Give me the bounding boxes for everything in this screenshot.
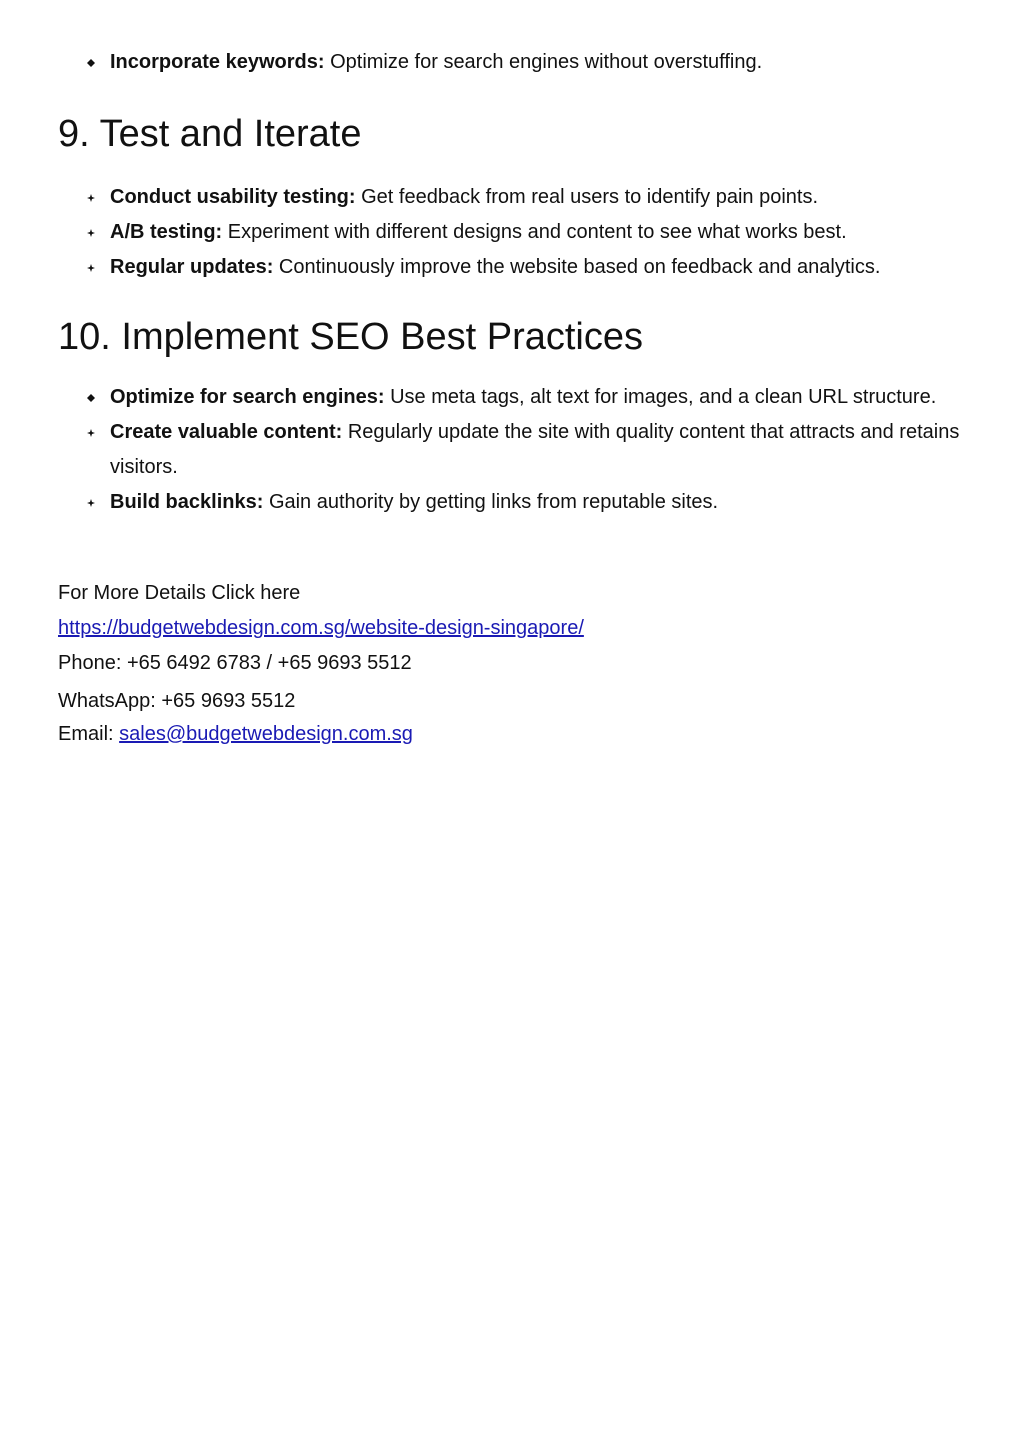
item-title: Regular updates: <box>110 256 274 278</box>
email-link[interactable]: sales@budgetwebdesign.com.sg <box>119 723 413 745</box>
item-title: Build backlinks: <box>110 491 264 513</box>
item-text: Regularly update the site with quality content that attracts and retains visitors. <box>110 421 960 478</box>
prev-section-list <box>0 45 1024 80</box>
contact-intro: For More Details Click here <box>58 582 301 604</box>
diamond-bullet-icon <box>86 250 96 285</box>
list-item <box>0 250 1024 285</box>
website-link-line <box>58 616 584 640</box>
item-text: Gain authority by getting links from reputable sites. <box>268 491 719 513</box>
section10-list <box>0 380 1024 520</box>
item-text: Continuously improve the website based on feedback and analytics. <box>278 256 881 278</box>
diamond-bullet-icon <box>86 215 96 250</box>
diamond-bullet-icon <box>86 180 96 215</box>
item-text: Optimize for search engines without overstuffing. <box>330 51 763 73</box>
section9-list <box>0 180 1024 285</box>
item-text: Experiment with different designs and content to see what works best. <box>227 221 847 243</box>
item-title: A/B testing: <box>110 221 223 243</box>
list-item <box>0 485 1024 520</box>
item-title: Incorporate keywords: <box>110 51 325 73</box>
list-item <box>0 380 1024 415</box>
item-title: Create valuable content: <box>110 421 343 443</box>
list-item <box>0 180 1024 215</box>
item-text: Get feedback from real users to identify pain points. <box>361 186 819 208</box>
diamond-bullet-icon <box>86 45 96 80</box>
email-label: Email: <box>58 723 120 745</box>
diamond-bullet-icon <box>86 485 96 520</box>
list-item <box>0 415 1024 485</box>
section-heading: 10. Implement SEO Best Practices <box>58 316 644 358</box>
list-item <box>0 45 1024 80</box>
diamond-bullet-icon <box>86 415 96 450</box>
diamond-bullet-icon <box>86 380 96 415</box>
phone-text: Phone: +65 6492 6783 / +65 9693 5512 <box>58 652 412 674</box>
website-link[interactable]: https://budgetwebdesign.com.sg/website-design-singapore/ <box>58 617 584 639</box>
item-title: Optimize for search engines: <box>110 386 385 408</box>
item-text: Use meta tags, alt text for images, and a clean URL structure. <box>390 386 937 408</box>
section-heading: 9. Test and Iterate <box>58 113 362 155</box>
item-title: Conduct usability testing: <box>110 186 356 208</box>
email-line <box>58 722 413 746</box>
list-item <box>0 215 1024 250</box>
whatsapp-text: WhatsApp: +65 9693 5512 <box>58 690 296 712</box>
